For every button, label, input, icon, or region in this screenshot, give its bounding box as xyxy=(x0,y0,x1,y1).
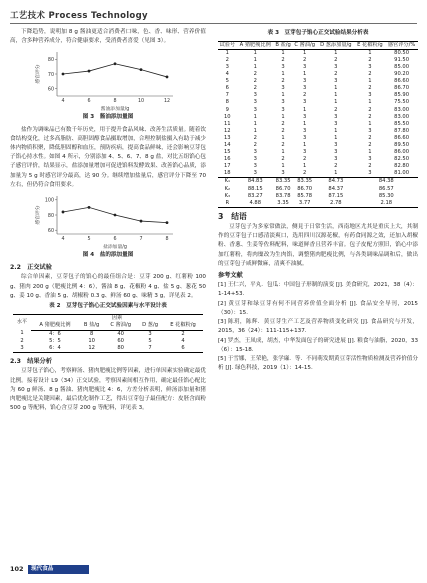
fig3-data-point xyxy=(166,76,169,79)
table-cell: 1 xyxy=(368,49,372,56)
table-cell: 2 xyxy=(253,78,257,85)
header-rule xyxy=(10,23,417,24)
table-cell: K₂ xyxy=(224,185,231,192)
table-cell: 3 xyxy=(13,345,31,353)
table-cell: 85.90 xyxy=(394,92,409,99)
table-row xyxy=(218,99,418,106)
table-cell: 2.18 xyxy=(355,200,418,208)
table-cell: 12 xyxy=(79,345,104,353)
table-cell: 7 xyxy=(137,345,163,353)
table-cell: 83.78 xyxy=(275,192,291,199)
table-3-body xyxy=(218,49,418,207)
table-cell: 1 xyxy=(225,49,229,56)
table-cell: 4.88 xyxy=(237,200,274,208)
table-cell: 40 xyxy=(117,330,124,337)
table-cell: 2 xyxy=(303,170,307,177)
table-row xyxy=(13,330,203,338)
references-title: 参考文献 xyxy=(218,272,243,280)
table-cell: 85.30 xyxy=(378,192,394,199)
table-cell: 84.37 xyxy=(328,185,344,192)
table-2-body xyxy=(13,330,203,353)
table-2-col: E 花椒粉/g xyxy=(163,322,203,330)
table-row xyxy=(218,156,418,163)
table-cell: 86.60 xyxy=(394,134,409,141)
table-cell: 3 xyxy=(368,92,372,99)
table-cell: 3 xyxy=(334,78,338,85)
table-cell: 1 xyxy=(303,49,307,56)
table-cell: 86.60 xyxy=(394,78,409,85)
section-2-3-text: 豆芽包子馅心，考察鲜汤、猪肉肥瘦比例等因素，进行单因素实验确定最优比例。接着设计 L9（34）正交试验，考察因素间相互作用，确定最佳馅心配比为 60 g 鲜汤、8 g 酱油、猪肉肥瘦比 4：6，方差分析表明，鲜汤添加量和猪肉肥瘦比是关键因素，最后优化制作工艺，得出豆芽包子最佳配方：皮胚含面粉 500 g 等配料，馅心含豆芽 200 g 等配料，详见表 3。 xyxy=(10,368,206,412)
table-cell: 4 xyxy=(181,337,185,344)
table-cell: 3 xyxy=(253,156,257,163)
journal-name: 现代食品 XIANDAISHIPIN xyxy=(28,565,89,574)
table-cell: 1 xyxy=(253,63,257,70)
y-tick-label: 80 xyxy=(47,58,54,64)
table-cell: 83.00 xyxy=(394,113,409,120)
table-row xyxy=(218,163,418,170)
reference-item: [1] 王仁兴，平丸．包瓜：中国包子形制的演变 [J]. 美食研究，2021，38（4）：1-14+53. xyxy=(218,282,418,298)
section-2-3-title: 2.3 结果分析 xyxy=(10,358,52,366)
table-cell: 1 xyxy=(20,330,24,337)
table-cell: 2 xyxy=(253,71,257,78)
table-cell: 3 xyxy=(225,63,229,70)
table-3-col: D 葱添加量/g xyxy=(317,42,355,50)
table-cell: 3.35 xyxy=(274,200,292,208)
table-cell: 84.38 xyxy=(355,178,418,186)
table-cell: 1 xyxy=(334,99,338,106)
figure-4-chart xyxy=(33,190,183,250)
table-summary-row xyxy=(218,186,418,193)
table-cell: 4 xyxy=(225,71,229,78)
table-cell: 85.00 xyxy=(394,63,409,70)
table-cell: 6 xyxy=(225,85,229,92)
table-cell: 2 xyxy=(368,134,372,141)
table-cell: 1 xyxy=(253,113,257,120)
table-3 xyxy=(218,41,418,208)
fig4-data-point xyxy=(62,211,65,214)
table-3-col: B 盐/g xyxy=(275,42,291,49)
table-cell: 3 xyxy=(334,149,338,156)
table-cell: 2 xyxy=(281,56,285,63)
table-cell: 18 xyxy=(224,170,231,177)
table-cell: 3 xyxy=(334,142,338,149)
table-row xyxy=(218,107,418,114)
table-cell: 16 xyxy=(224,156,231,163)
table-cell: 2 xyxy=(368,56,372,63)
table-cell: 87.80 xyxy=(394,127,409,134)
page-number: 102 xyxy=(10,565,24,573)
table-cell: 86.70 xyxy=(297,185,313,192)
table-cell: 13 xyxy=(224,134,231,141)
table-cell: 87.15 xyxy=(328,192,344,199)
table-cell: 1 xyxy=(253,49,257,56)
table-2-col: D 葱/g xyxy=(137,322,163,330)
table-cell: 3 xyxy=(334,113,338,120)
table-cell: 2 xyxy=(181,330,185,337)
table-2-level-header: 水平 xyxy=(13,315,31,330)
table-cell: 3 xyxy=(281,63,285,70)
table-cell: 3 xyxy=(253,99,257,106)
table-cell: 89.50 xyxy=(394,142,409,149)
table-cell: 2 xyxy=(253,134,257,141)
section-2-2-title: 2.2 正交试验 xyxy=(10,264,52,272)
section-3-text: 豆芽包子为多家常做法，侧見于日常生活，西南地区尤其是重庆上大，其制作的豆芽包子口感清淡爽口，选用四川汉源花椒，有药食同源之效，还加入胡椒粉、香葱、生姜等佐料配料，味道鲜香且营养丰富。包子皮配方照旧，馅心中添加红薯粉，将肉糜改为生肉馅，调整猪肉肥瘦比例，与各类调味品调和后，做出的豆芽包子咸鲜微麻，清爽不油腻。 xyxy=(218,224,418,267)
table-cell: 1 xyxy=(368,120,372,127)
table-3-col: 试验号 xyxy=(219,42,236,49)
table-cell: 2.78 xyxy=(317,200,355,208)
left-column xyxy=(10,28,206,413)
table-cell: 1 xyxy=(253,127,257,134)
table-cell: 3 xyxy=(334,156,338,163)
x-tick-label: 5 xyxy=(87,237,91,243)
table-cell: 3 xyxy=(253,170,257,177)
table-cell: 86.70 xyxy=(394,85,409,92)
table-cell: 2 xyxy=(281,120,285,127)
table-row xyxy=(218,49,418,57)
table-cell: 2 xyxy=(334,71,338,78)
table-3-caption: 表 3 豆芽包子馅心正交试验结果分析表 xyxy=(267,30,369,36)
table-cell: 3 xyxy=(334,120,338,127)
table-row xyxy=(13,345,203,353)
table-row xyxy=(218,149,418,156)
table-cell: 3 xyxy=(303,149,307,156)
x-tick-label: 4 xyxy=(61,237,65,243)
x-tick-label: 7 xyxy=(139,237,143,243)
table-cell: 83.35 xyxy=(275,178,291,185)
table-cell: 80 xyxy=(104,345,137,353)
table-cell: 1 xyxy=(253,56,257,63)
y-tick-label: 80 xyxy=(47,213,54,219)
table-cell: 1 xyxy=(253,120,257,127)
table-cell: 8 xyxy=(225,99,229,106)
table-2 xyxy=(13,314,203,353)
table-row xyxy=(218,121,418,128)
table-cell: 4：6 xyxy=(49,330,61,337)
table-cell: 1 xyxy=(368,149,372,156)
x-tick-label: 4 xyxy=(61,99,65,105)
table-3-col: 感官评分/% xyxy=(385,42,418,50)
section-3-title: 3 结语 xyxy=(218,211,247,221)
table-cell: 2 xyxy=(334,106,338,113)
table-cell: 2 xyxy=(281,127,285,134)
table-cell: 2 xyxy=(281,142,285,149)
table-cell: 6：4 xyxy=(31,345,79,353)
table-row xyxy=(218,78,418,85)
table-cell: 3 xyxy=(253,149,257,156)
table-cell: 3 xyxy=(253,92,257,99)
table-row xyxy=(218,114,418,121)
table-cell: 10 xyxy=(224,113,231,120)
table-cell: 3 xyxy=(281,85,285,92)
table-cell: 5 xyxy=(225,78,229,85)
table-cell: 17 xyxy=(224,163,231,170)
y-axis-label: 感官评分 xyxy=(36,205,41,225)
table-cell: 1 xyxy=(303,120,307,127)
table-cell: 7 xyxy=(225,92,229,99)
table-cell: 86.00 xyxy=(394,149,409,156)
table-summary-row xyxy=(218,193,418,200)
table-cell: 1 xyxy=(303,106,307,113)
table-cell: 3 xyxy=(303,134,307,141)
table-cell: 1 xyxy=(303,142,307,149)
references-list xyxy=(218,281,418,373)
table-row xyxy=(218,64,418,71)
intro-paragraph: 下降趋势，说明加 8 g 酱油更适合消费者口味，色、香、味形、营养价值高，含多种营养成分，符合健康要求，受消费者喜爱（见图 3）。 xyxy=(10,29,206,45)
y-tick-label: 100 xyxy=(44,198,54,204)
x-tick-label: 10 xyxy=(137,99,145,105)
x-axis-label: 盐添加量/g xyxy=(103,245,127,251)
table-2-col: A 猪肥瘦比例 xyxy=(31,322,79,330)
table-cell: 90.20 xyxy=(394,71,409,78)
table-cell: 3 xyxy=(303,78,307,85)
table-cell: 84.83 xyxy=(237,178,274,186)
table-cell: 2 xyxy=(334,56,338,63)
table-cell: 83.27 xyxy=(247,192,263,199)
fig3-data-point xyxy=(140,69,143,72)
y-tick-label: 70 xyxy=(47,73,54,79)
table-cell: 2 xyxy=(281,78,285,85)
table-summary-row xyxy=(218,200,418,208)
right-column xyxy=(218,28,418,373)
table-3-col: E 花椒粉/g xyxy=(355,42,386,50)
figure-3-caption: 图 3 酱油添加量图 xyxy=(82,114,134,121)
x-axis-label: 酱油添加量/g xyxy=(100,107,130,113)
table-row xyxy=(218,92,418,99)
table-3-col: C 酱油/g xyxy=(292,42,317,50)
table-cell: 14 xyxy=(224,142,231,149)
x-tick-label: 8 xyxy=(113,99,117,105)
table-row xyxy=(218,142,418,149)
table-cell: 15 xyxy=(224,149,231,156)
table-cell: 1 xyxy=(281,149,285,156)
table-row xyxy=(218,135,418,142)
table-cell: 2 xyxy=(253,142,257,149)
table-cell: 10 xyxy=(88,337,95,344)
reference-item: [2] 黄豆芽和绿豆芽有何不同营养价值全面分析 [J]. 食品安全导刊，2015（30）：15. xyxy=(218,300,418,316)
table-cell: K₃ xyxy=(224,192,231,199)
table-cell: 3 xyxy=(368,63,372,70)
table-cell: 60 xyxy=(117,337,124,344)
fig4-data-point xyxy=(114,214,117,217)
x-tick-label: 6 xyxy=(87,99,91,105)
figure-4-caption: 图 4 盐的添加量图 xyxy=(82,252,134,259)
table-cell: 6 xyxy=(163,345,203,353)
table-row xyxy=(218,71,418,78)
table-cell: 81.00 xyxy=(394,170,409,177)
table-cell: 85.78 xyxy=(297,192,313,199)
table-cell: 2 xyxy=(281,156,285,163)
table-cell: 1 xyxy=(303,163,307,170)
table-cell: R xyxy=(218,200,237,208)
table-cell: 1 xyxy=(334,49,338,56)
table-cell: 1 xyxy=(334,92,338,99)
table-cell: 2 xyxy=(368,106,372,113)
table-cell: 75.50 xyxy=(394,99,409,106)
y-tick-label: 60 xyxy=(47,87,54,93)
table-cell: 82.50 xyxy=(394,156,409,163)
table-summary-row xyxy=(218,178,418,186)
table-cell: 1 xyxy=(281,113,285,120)
table-cell: 9 xyxy=(225,106,229,113)
table-cell: 1 xyxy=(281,49,285,56)
fig3-series-line xyxy=(63,64,167,77)
x-tick-label: 8 xyxy=(165,237,169,243)
table-2-factor-header: 因素 xyxy=(31,315,203,323)
table-cell: 3 xyxy=(368,156,372,163)
table-cell: 2 xyxy=(20,337,24,344)
reference-item: [5] 于雪娜，王荣艳，张学廉．等．不同萌发期黄豆芽活性物质检测及营养价值分析 [J]. 绿色科技，2019（1）：14-15. xyxy=(218,355,418,372)
table-cell: 3 xyxy=(368,127,372,134)
x-tick-label: 12 xyxy=(163,99,171,105)
table-cell: 2 xyxy=(368,113,372,120)
table-cell: 1 xyxy=(334,127,338,134)
table-2-col: C 酱油/g xyxy=(104,322,137,330)
table-cell: 1 xyxy=(281,92,285,99)
table-cell: 3 xyxy=(253,163,257,170)
table-cell: 3 xyxy=(281,106,285,113)
reference-item: [3] 陈玥，陈辉．黄豆芽生产工艺及营养物质变化研究 [J]. 食品研究与开发，2015，36（24）：111-115+137. xyxy=(218,319,418,335)
table-3-col: A 猪肥瘦比例 xyxy=(237,42,274,50)
table-cell: 1 xyxy=(334,170,338,177)
table-cell: 3 xyxy=(303,127,307,134)
table-cell: 85.50 xyxy=(394,120,409,127)
table-cell: 3 xyxy=(281,170,285,177)
table-cell: 2 xyxy=(225,56,229,63)
table-cell: 1 xyxy=(368,99,372,106)
table-cell: 5 xyxy=(148,337,152,344)
table-cell: K₁ xyxy=(218,178,237,186)
table-cell: 2 xyxy=(303,156,307,163)
table-cell: 82.80 xyxy=(394,163,409,170)
table-cell: 3.77 xyxy=(292,200,317,208)
table-cell: 2 xyxy=(253,85,257,92)
table-cell: 2 xyxy=(368,85,372,92)
table-cell: 91.50 xyxy=(394,56,409,63)
table-cell: 3 xyxy=(334,63,338,70)
table-cell: 3 xyxy=(281,99,285,106)
table-cell: 8 xyxy=(89,330,94,337)
table-cell: 1 xyxy=(303,71,307,78)
table-cell: 84.73 xyxy=(317,178,355,186)
column-tag: 工艺技术 Process Technology xyxy=(10,11,148,21)
table-cell: 2 xyxy=(334,163,338,170)
table-row xyxy=(13,338,203,345)
table-cell: 80.50 xyxy=(394,49,409,56)
table-cell: 86.57 xyxy=(378,185,394,192)
fig3-data-point xyxy=(88,70,91,73)
table-cell: 1 xyxy=(281,71,285,78)
table-cell: 3 xyxy=(303,99,307,106)
fig3-data-point xyxy=(62,73,65,76)
table-cell: 88.15 xyxy=(247,185,263,192)
table-cell: 2 xyxy=(368,163,372,170)
table-cell: 3 xyxy=(303,85,307,92)
table-2-col: B 盐/g xyxy=(79,322,104,330)
y-tick-label: 60 xyxy=(47,229,54,235)
table-cell: 2 xyxy=(368,142,372,149)
table-cell: 83.00 xyxy=(394,106,409,113)
table-cell: 2 xyxy=(368,71,372,78)
table-cell: 3 xyxy=(303,63,307,70)
section-2-2-text: 综合单因素，豆芽包子的馅心的最佳组合是：豆芽 200 g、红薯粉 100 g、猪肉 200 g（肥瘦比例 4：6），酱油 8 g、花椒粉 4 g、盐 5 g、葱花 50 g、姜 10 g、香油 5 g、胡椒粉 0.3 g、鲜汤 60 g、味精 3 g，详见表 2。 xyxy=(10,274,206,299)
table-cell: 3 xyxy=(368,170,372,177)
reference-item: [4] 罗杰，王凤成，胡杰，中华发面包子的研究进展 [J]. 粮食与油脂，2020，33（6）：15-18. xyxy=(218,337,418,353)
table-cell: 1 xyxy=(334,134,338,141)
table-row xyxy=(218,128,418,135)
figure-3-chart xyxy=(33,46,183,112)
salt-paragraph: 盐作为调味品已有数千年历史，用于提升食品风味、改善生活质量。随着饮食结构变化，过多高脂肪、高胆固醇食品摄取增加，合理控制盐摄入有助于减少体内物质积聚，降低胆固醇和血压，预防疾病，提高食品鲜味，还会影响豆芽包子馅心持水性。如图 4 所示，分别添加 4、5、6、7、8 g 盐，对比五组馅心包子感官评价，结果显示，盐添加量增加可促进馅料发酵效果、改善馅心品质，添加量为 5 g 时感官评分最高，达 90 分。继续增加盐量后，感官评分下降至 70 左右，但仍符合食用要求。 xyxy=(10,126,207,188)
table-cell: 5：5 xyxy=(49,337,61,344)
table-cell: 83.35 xyxy=(292,178,317,186)
table-row xyxy=(218,57,418,64)
fig4-data-point xyxy=(140,220,143,223)
table-cell: 12 xyxy=(224,127,231,134)
table-cell: 1 xyxy=(368,78,372,85)
x-tick-label: 6 xyxy=(113,237,117,243)
fig3-data-point xyxy=(114,63,117,66)
table-row xyxy=(218,170,418,178)
table-cell: 11 xyxy=(224,120,231,127)
table-cell: 3 xyxy=(148,330,152,337)
table-row xyxy=(218,85,418,92)
fig4-data-point xyxy=(166,221,169,224)
table-cell: 86.70 xyxy=(275,185,291,192)
fig4-data-point xyxy=(88,206,91,209)
table-cell: 1 xyxy=(281,134,285,141)
table-cell: 1 xyxy=(281,163,285,170)
table-2-caption: 表 2 豆芽包子馅心正交试验因素与水平设计表 xyxy=(49,303,167,310)
table-cell: 2 xyxy=(303,92,307,99)
y-axis-label: 感官评分 xyxy=(36,64,41,85)
table-cell: 1 xyxy=(334,85,338,92)
table-cell: 3 xyxy=(253,106,257,113)
table-cell: 2 xyxy=(303,56,307,63)
table-cell: 3 xyxy=(303,113,307,120)
